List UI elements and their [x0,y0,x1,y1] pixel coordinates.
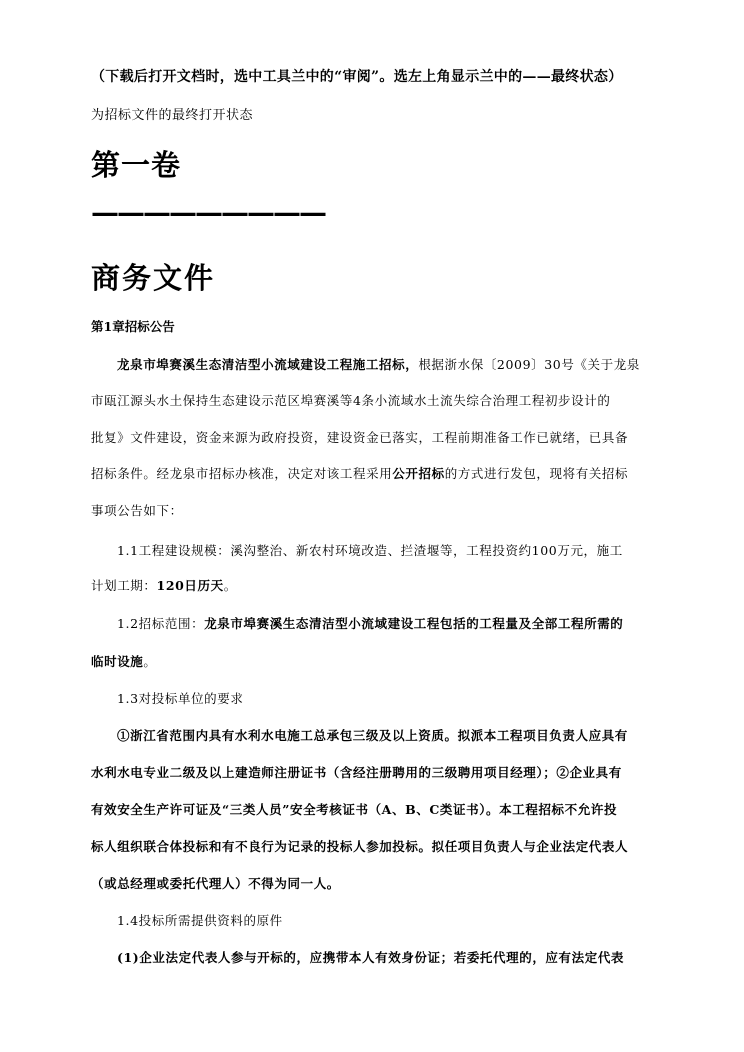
final-state-note: 为招标文件的最终打开状态 [91,108,254,123]
requirements-line-3: 有效安全生产许可证及“三类人员”安全考核证书（A、B、C类证书）。本工程招标不允许投 [91,802,618,817]
temporary-facilities: 临时设施 [91,654,144,669]
scale-line-2 [91,576,657,594]
intro-line-4-a: 招标条件。经龙泉市招标办核准，决定对该工程采用 [91,466,393,481]
requirements-line-1: ①浙江省范围内具有水利水电施工总承包三级及以上资质。拟派本工程项目负责人应具有 [117,728,628,743]
scope-label: 1.2招标范围： [117,616,205,631]
requirements-heading: 1.3对投标单位的要求 [117,691,244,706]
intro-line-3: 批复》文件建设，资金来源为政府投资，建设资金已落实，工程前期准备工作已就绪，已具备 [91,430,629,445]
requirements-line-5: （或总经理或委托代理人）不得为同一人。 [91,876,340,891]
duration-period: 。 [223,578,237,593]
download-notice: （下载后打开文档时，选中工具兰中的“审阅”。选左上角显示兰中的——最终状态） [91,69,623,85]
public-tender-emphasis: 公开招标 [392,466,445,481]
dash-divider: ————————— [91,196,325,229]
intro-line-4-b: 的方式进行发包，现将有关招标 [444,466,629,481]
requirements-line-2: 水利水电专业二级及以上建造师注册证书（含经注册聘用的三级聘用项目经理）；②企业具有 [91,765,622,780]
volume-title: 第一卷 [91,148,182,182]
intro-line-1 [117,355,683,373]
scope-text: 龙泉市埠赛溪生态清洁型小流域建设工程包括的工程量及全部工程所需的 [204,616,624,631]
project-name: 龙泉市埠赛溪生态清洁型小流域建设工程施工招标， [117,357,419,372]
requirements-line-4: 标人组织联合体投标和有不良行为记录的投标人参加投标。拟任项目负责人与企业法定代表人 [91,839,629,854]
intro-line-5: 事项公告如下： [91,503,183,518]
intro-line-2: 市瓯江源头水土保持生态建设示范区埠赛溪等4条小流域水土流失综合治理工程初步设计的 [91,393,611,408]
duration-label: 计划工期： [91,578,157,593]
scope-period: 。 [143,654,157,669]
scope-line-1 [117,614,683,632]
documents-heading: 1.4投标所需提供资料的原件 [117,913,283,928]
scope-line-2 [91,652,657,670]
section-title: 商务文件 [91,261,216,295]
intro-line-1-rest: 根据浙水保〔2009〕30号《关于龙泉 [418,357,640,372]
documents-line-1: (1)企业法定代表人参与开标的，应携带本人有效身份证；若委托代理的，应有法定代表 [117,950,625,965]
intro-line-4 [91,464,657,482]
scale-line-1: 1.1工程建设规模：溪沟整治、新农村环境改造、拦渣堰等，工程投资约100万元，施工 [117,543,623,558]
chapter-title: 第1章招标公告 [91,319,175,334]
duration-value: 120日历天 [156,578,224,593]
